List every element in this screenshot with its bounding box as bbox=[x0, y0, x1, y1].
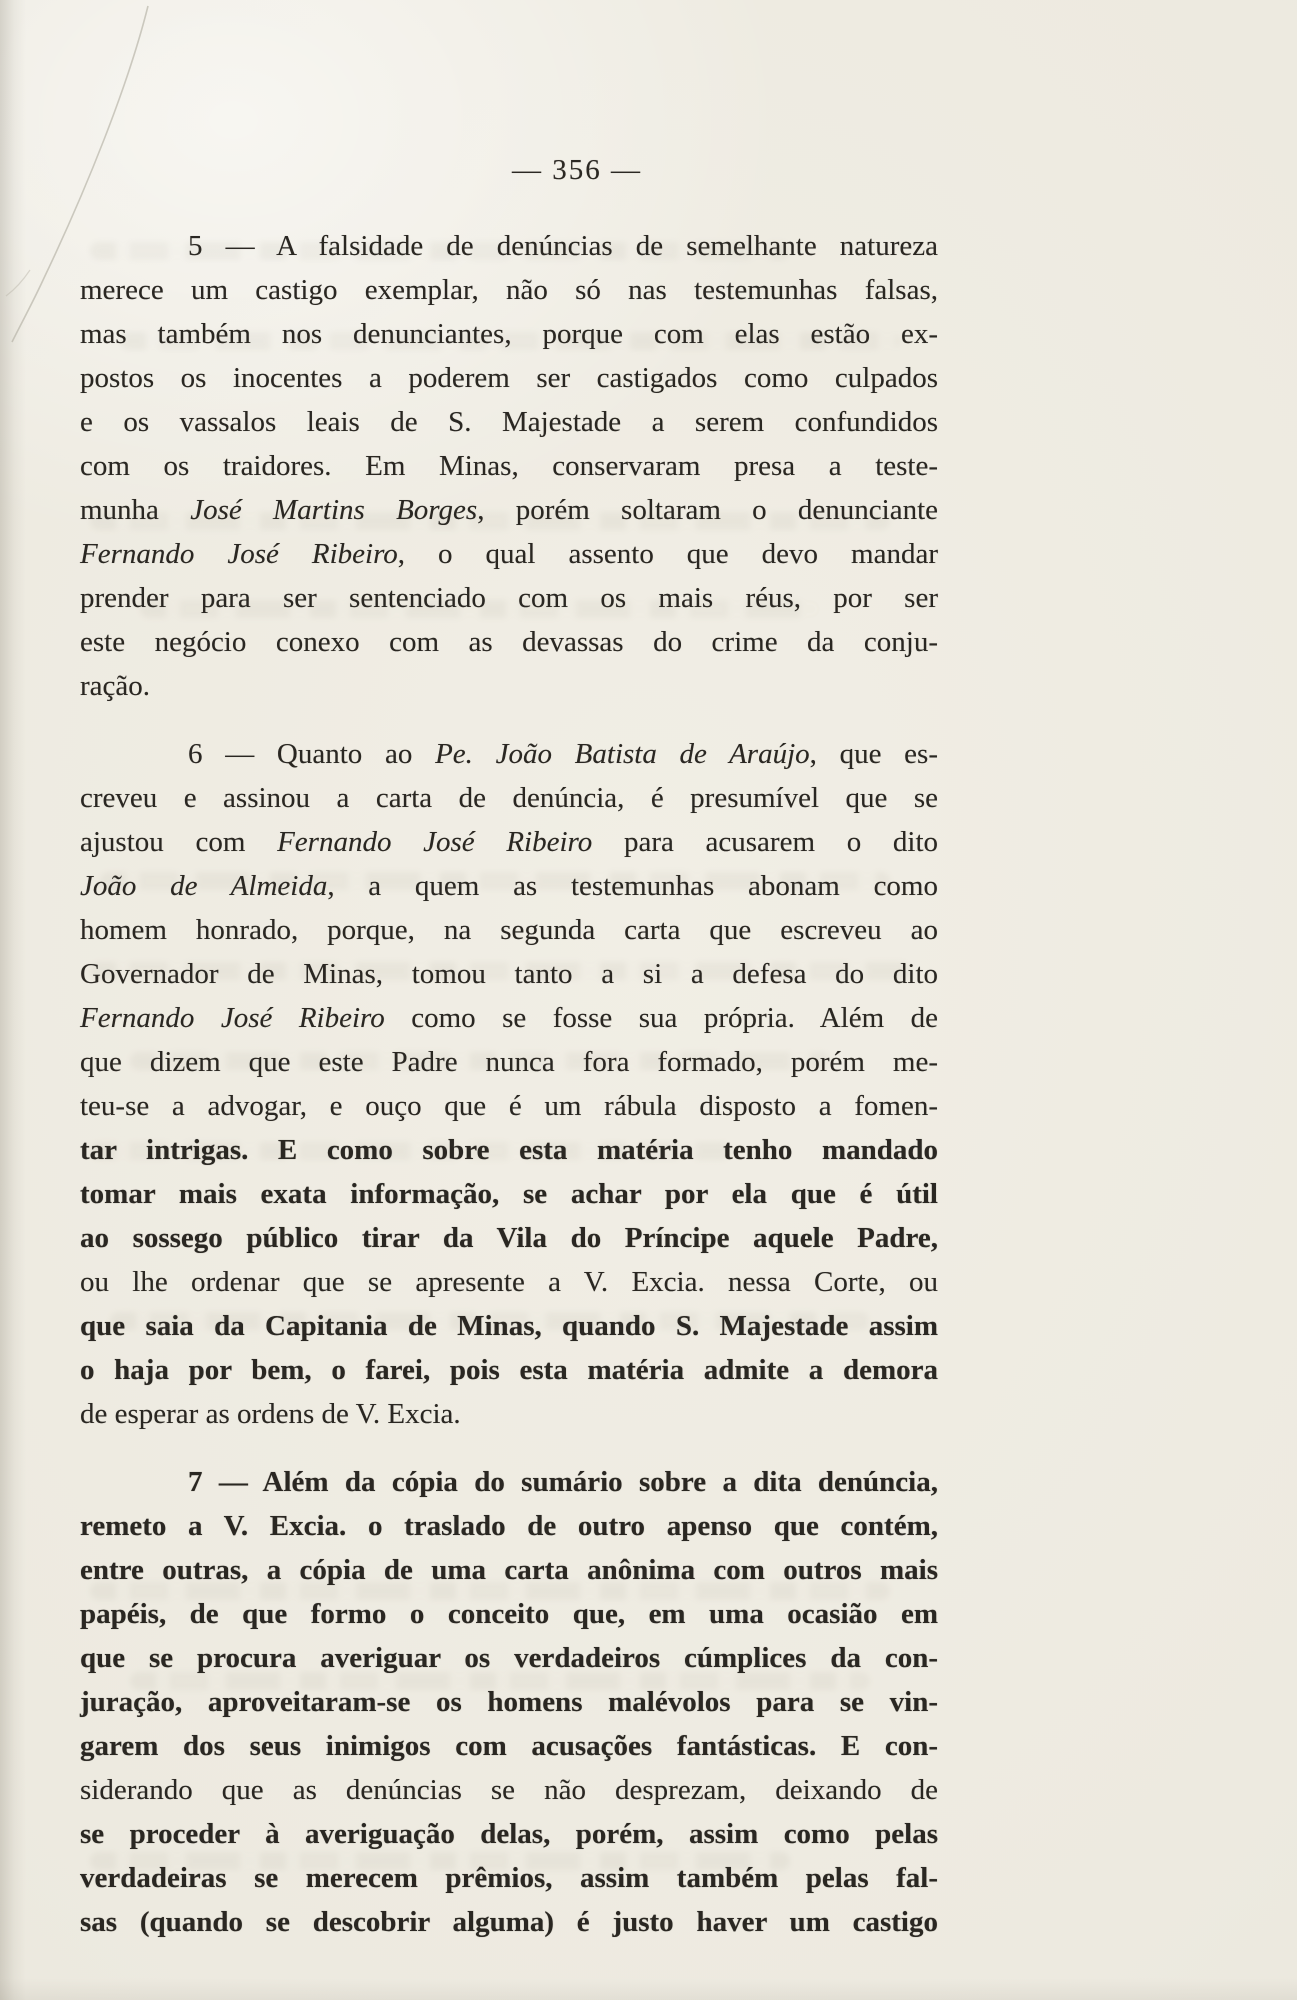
text-segment: , o qual assento que devo mandar bbox=[397, 538, 938, 570]
text-line bbox=[80, 1724, 938, 1768]
text-line bbox=[80, 400, 938, 444]
text-line bbox=[80, 224, 938, 268]
text-segment: 6 — Quanto ao bbox=[188, 738, 436, 770]
paragraph-6 bbox=[80, 732, 938, 1436]
text-line bbox=[80, 864, 938, 908]
text-segment-italic: José Martins Borges bbox=[190, 494, 478, 526]
text-segment-italic: João de Almeida bbox=[80, 870, 328, 902]
text-segment: homem honrado, porque, na segunda carta que escreveu ao bbox=[80, 914, 938, 946]
text-line bbox=[80, 488, 938, 532]
text-segment: tomar mais exata informação, se achar por ela que é útil bbox=[80, 1178, 938, 1210]
text-segment-italic: Pe. João Batista de Araújo bbox=[435, 738, 810, 770]
text-line bbox=[80, 532, 938, 576]
text-segment: teu-se a advogar, e ouço que é um rábula disposto a fomen- bbox=[80, 1090, 938, 1122]
text-segment: mas também nos denunciantes, porque com elas estão ex- bbox=[80, 318, 938, 350]
text-line bbox=[80, 576, 938, 620]
text-segment: ou lhe ordenar que se apresente a V. Excia. nessa Corte, ou bbox=[80, 1266, 938, 1298]
text-segment: tar intrigas. E como sobre esta matéria tenho mandado bbox=[80, 1134, 938, 1166]
text-segment: papéis, de que formo o conceito que, em uma ocasião em bbox=[80, 1598, 938, 1630]
text-segment-italic: Fernando José Ribeiro bbox=[80, 538, 398, 570]
text-segment: , a quem as testemunhas abonam como bbox=[327, 870, 938, 902]
text-segment: para acusarem o dito bbox=[592, 826, 939, 858]
paragraph-5 bbox=[80, 224, 938, 708]
text-segment: , que es- bbox=[809, 738, 938, 770]
text-line bbox=[80, 1636, 938, 1680]
text-line bbox=[80, 1172, 938, 1216]
text-segment: merece um castigo exemplar, não só nas testemunhas falsas, bbox=[80, 274, 938, 306]
text-line bbox=[80, 996, 938, 1040]
text-segment: creveu e assinou a carta de denúncia, é presumível que se bbox=[80, 782, 938, 814]
text-line bbox=[80, 1304, 938, 1348]
paragraph-7 bbox=[80, 1460, 938, 1944]
page-edge-shadow-left bbox=[0, 0, 26, 2000]
text-line bbox=[80, 1768, 938, 1812]
text-segment: , porém soltaram o denunciante bbox=[477, 494, 939, 526]
text-segment: sas (quando se descobrir alguma) é justo haver um castigo bbox=[80, 1906, 938, 1938]
text-segment: de esperar as ordens de V. Excia. bbox=[80, 1398, 461, 1430]
text-segment: ao sossego público tirar da Vila do Príncipe aquele Padre, bbox=[80, 1222, 938, 1254]
text-line bbox=[80, 356, 938, 400]
text-segment: munha bbox=[80, 494, 191, 526]
text-line bbox=[80, 1856, 938, 1900]
text-line bbox=[80, 1260, 938, 1304]
text-segment: entre outras, a cópia de uma carta anônima com outros mais bbox=[80, 1554, 938, 1586]
text-segment: juração, aproveitaram-se os homens malévolos para se vin- bbox=[80, 1686, 938, 1718]
text-line bbox=[80, 1900, 938, 1944]
text-segment: siderando que as denúncias se não desprezam, deixando de bbox=[80, 1774, 938, 1806]
text-line bbox=[80, 776, 938, 820]
text-segment: se proceder à averiguação delas, porém, assim como pelas bbox=[80, 1818, 938, 1850]
text-line bbox=[80, 952, 938, 996]
text-line bbox=[80, 1504, 938, 1548]
text-segment: que dizem que este Padre nunca fora formado, porém me- bbox=[80, 1046, 938, 1078]
page-number: — 356 — bbox=[512, 154, 642, 186]
text-line bbox=[80, 664, 938, 708]
text-line bbox=[80, 1128, 938, 1172]
text-line bbox=[80, 1216, 938, 1260]
text-segment: e os vassalos leais de S. Majestade a serem confundidos bbox=[80, 406, 938, 438]
text-line bbox=[80, 1812, 938, 1856]
text-segment: garem dos seus inimigos com acusações fantásticas. E con- bbox=[80, 1730, 938, 1762]
text-segment: que se procura averiguar os verdadeiros cúmplices da con- bbox=[80, 1642, 938, 1674]
text-line bbox=[80, 268, 938, 312]
text-segment: 7 — Além da cópia do sumário sobre a dita denúncia, bbox=[188, 1466, 938, 1498]
body-text-block bbox=[80, 224, 938, 1968]
text-line bbox=[80, 1680, 938, 1724]
text-segment: verdadeiras se merecem prêmios, assim também pelas fal- bbox=[80, 1862, 938, 1894]
text-segment: postos os inocentes a poderem ser castigados como culpados bbox=[80, 362, 938, 394]
text-line bbox=[80, 444, 938, 488]
text-segment: ração. bbox=[80, 670, 151, 702]
text-line bbox=[80, 1592, 938, 1636]
text-line bbox=[80, 1084, 938, 1128]
text-segment-italic: Fernando José Ribeiro bbox=[277, 826, 593, 858]
text-line bbox=[80, 620, 938, 664]
text-segment: este negócio conexo com as devassas do crime da conju- bbox=[80, 626, 938, 658]
text-segment: prender para ser sentenciado com os mais réus, por ser bbox=[80, 582, 938, 614]
text-segment: 5 — A falsidade de denúncias de semelhante natureza bbox=[188, 230, 938, 262]
text-line bbox=[80, 312, 938, 356]
text-line bbox=[80, 732, 938, 776]
text-segment: com os traidores. Em Minas, conservaram presa a teste- bbox=[80, 450, 938, 482]
text-line bbox=[80, 820, 938, 864]
text-line bbox=[80, 1548, 938, 1592]
text-line bbox=[80, 1348, 938, 1392]
text-line bbox=[80, 908, 938, 952]
text-line bbox=[80, 1040, 938, 1084]
text-segment: remeto a V. Excia. o traslado de outro apenso que contém, bbox=[80, 1510, 938, 1542]
text-segment-italic: Fernando José Ribeiro bbox=[80, 1002, 385, 1034]
text-segment: Governador de Minas, tomou tanto a si a defesa do dito bbox=[80, 958, 938, 990]
text-line bbox=[80, 1460, 938, 1504]
text-segment: o haja por bem, o farei, pois esta matéria admite a demora bbox=[80, 1354, 938, 1386]
page-edge-shadow-bottom bbox=[0, 1978, 1297, 2000]
text-segment: que saia da Capitania de Minas, quando S. Majestade assim bbox=[80, 1310, 938, 1342]
text-segment: como se fosse sua própria. Além de bbox=[384, 1002, 938, 1034]
text-segment: ajustou com bbox=[80, 826, 278, 858]
text-line bbox=[80, 1392, 938, 1436]
